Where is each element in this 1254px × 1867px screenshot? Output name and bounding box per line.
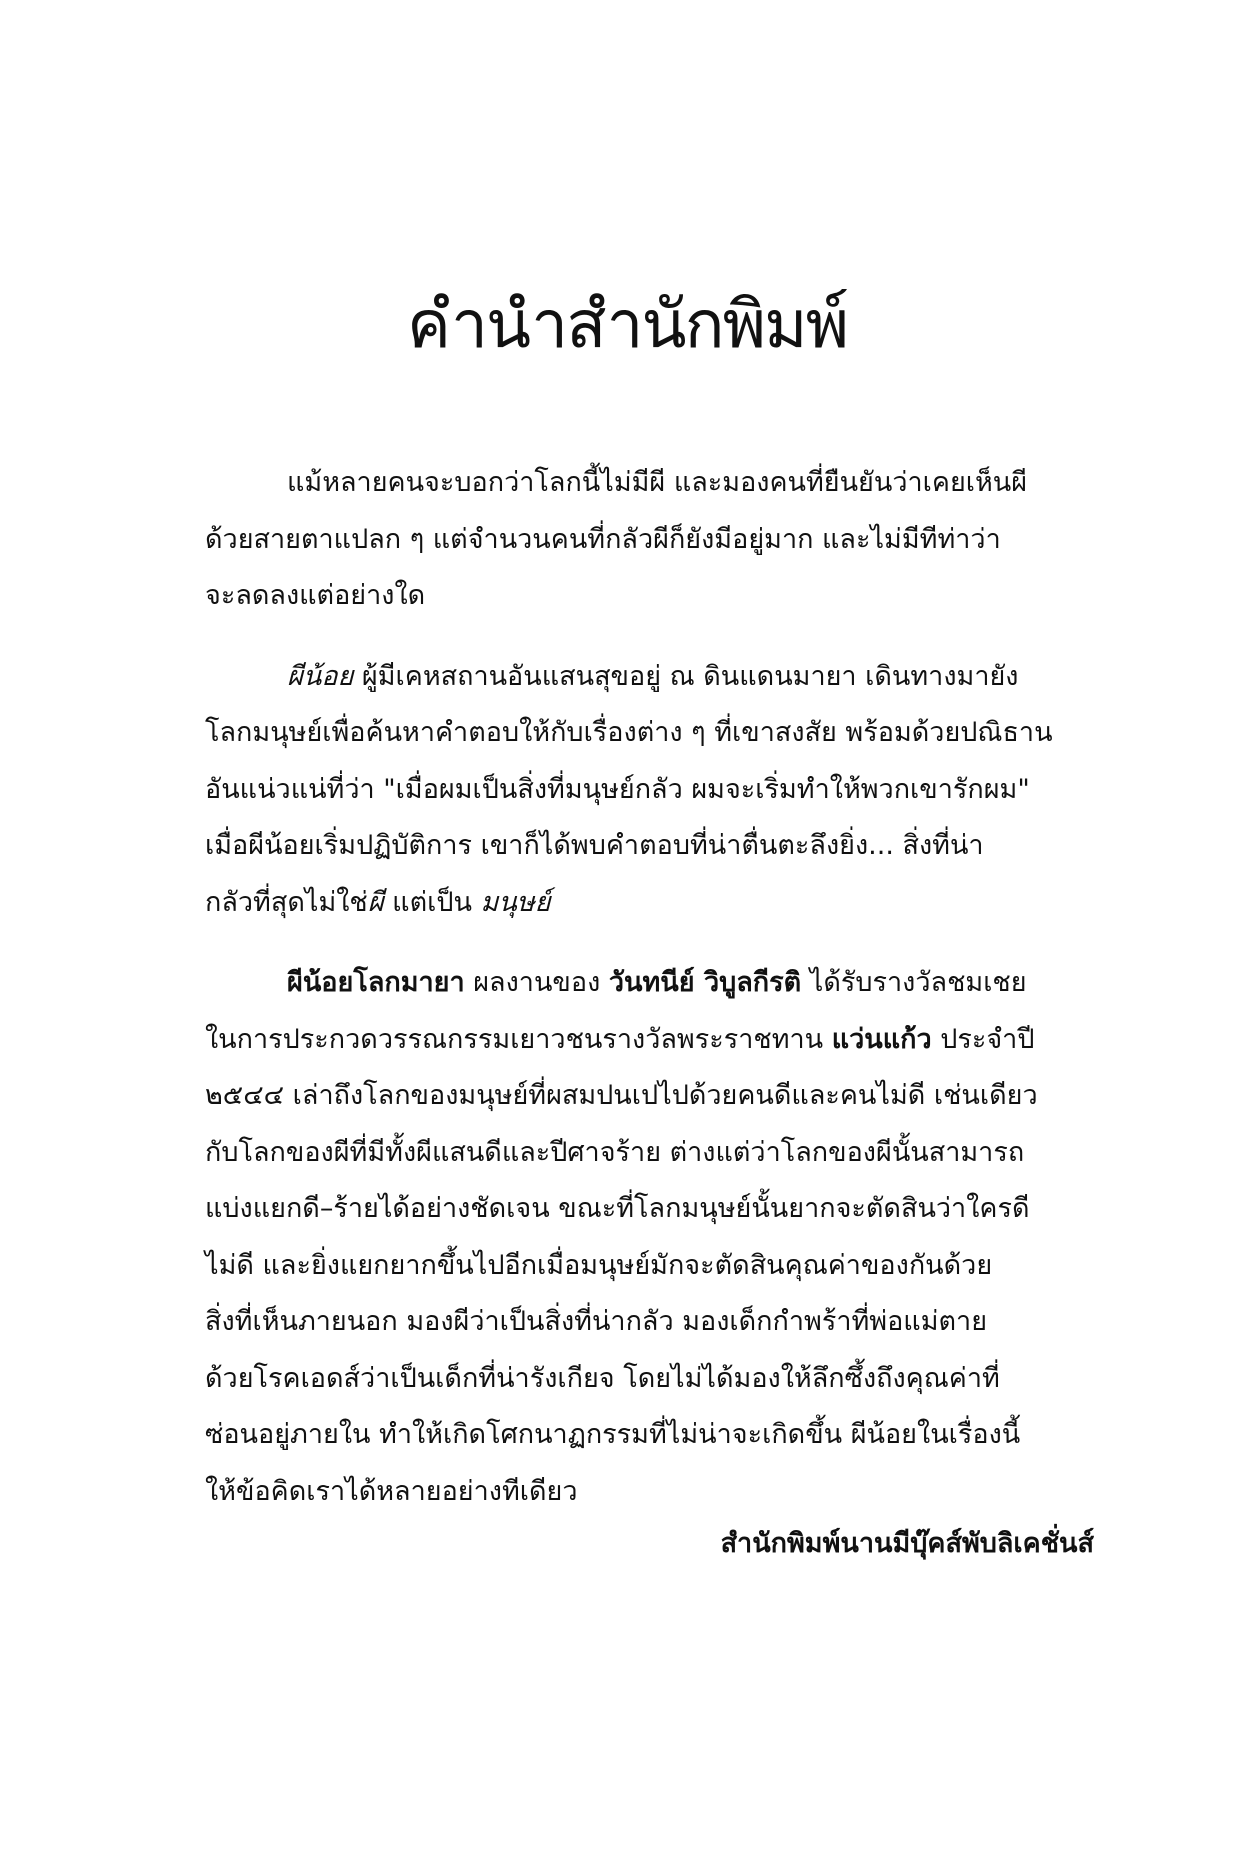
italic-term: ผีน้อย [287,660,354,692]
paragraph-1 [205,455,1095,625]
text-segment: ในการประกวดวรรณกรรมเยาวชนรางวัลพระราชทาน [205,1023,832,1055]
text-line: แม้หลายคนจะบอกว่าโลกนี้ไม่มีผี และมองคนที่ยืนยันว่าเคยเห็นผี [287,467,1028,498]
italic-term: ผี [367,886,384,918]
text-line [205,955,1095,1012]
text-segment: ได้รับรางวัลชมเชย [801,967,1027,998]
text-segment: แต่เป็น [383,886,472,918]
text-line: ด้วยโรคเอดส์ว่าเป็นเด็กที่น่ารังเกียจ โดยไม่ได้มองให้ลึกซึ้งถึงคุณค่าที่ [205,1362,1000,1394]
text-line [205,1012,1095,1069]
book-title: ผีน้อยโลกมายา [287,967,465,998]
text-line: เมื่อผีน้อยเริ่มปฏิบัติการ เขาก็ได้พบคำตอบที่น่าตื่นตะลึงยิ่ง... สิ่งที่น่า [205,830,984,861]
paragraph-2 [205,649,1095,932]
text-line: ไม่ดี และยิ่งแยกยากขึ้นไปอีกเมื่อมนุษย์มักจะตัดสินคุณค่าของกันด้วย [205,1249,993,1281]
text-segment: ประจำปี [931,1023,1035,1055]
text-line [205,875,1095,932]
text-line: ซ่อนอยู่ภายใน ทำให้เกิดโศกนาฏกรรมที่ไม่น่าจะเกิดขึ้น ผีน้อยในเรื่องนี้ [205,1419,1021,1450]
text-line: จะลดลงแต่อย่างใด [205,580,426,611]
text-segment: กลัวที่สุดไม่ใช่ [205,886,368,918]
award-name: แว่นแก้ว [831,1023,932,1055]
text-line [205,649,1095,706]
preface-body [205,455,1095,1544]
author-name: วันทนีย์ วิบูลกีรติ [608,967,802,998]
text-line: แบ่งแยกดี–ร้ายได้อย่างชัดเจน ขณะที่โลกมนุษย์นั้นยากจะตัดสินว่าใครดี [205,1193,1030,1224]
text-segment: ผู้มีเคหสถานอันแสนสุขอยู่ ณ ดินแดนมายา เดินทางมายัง [353,660,1019,692]
text-line: สิ่งที่เห็นภายนอก มองผีว่าเป็นสิ่งที่น่ากลัว มองเด็กกำพร้าที่พ่อแม่ตาย [205,1306,988,1337]
text-line: กับโลกของผีที่มีทั้งผีแสนดีและปีศาจร้าย ต่างแต่ว่าโลกของผีนั้นสามารถ [205,1136,1025,1168]
text-segment: ผลงานของ [464,967,609,998]
publisher-signature: สำนักพิมพ์นานมีบุ๊คส์พับลิเคชั่นส์ [720,1528,1094,1559]
italic-term: มนุษย์ [480,886,551,918]
text-line: อันแน่วแน่ที่ว่า "เมื่อผมเป็นสิ่งที่มนุษย์กลัว ผมจะเริ่มทำให้พวกเขารักผม" [205,773,1030,805]
paragraph-3 [205,955,1095,1520]
text-line: ๒๕๔๔ เล่าถึงโลกของมนุษย์ที่ผสมปนเปไปด้วยคนดีและคนไม่ดี เช่นเดียว [205,1080,1038,1111]
page-title: คำนำสำนักพิมพ์ [406,286,848,363]
text-line: ให้ข้อคิดเราได้หลายอย่างทีเดียว [205,1475,578,1507]
text-line: ด้วยสายตาแปลก ๆ แต่จำนวนคนที่กลัวผีก็ยังมีอยู่มาก และไม่มีทีท่าว่า [205,523,1001,555]
text-line: โลกมนุษย์เพื่อค้นหาคำตอบให้กับเรื่องต่าง ๆ ที่เขาสงสัย พร้อมด้วยปณิธาน [205,717,1053,748]
